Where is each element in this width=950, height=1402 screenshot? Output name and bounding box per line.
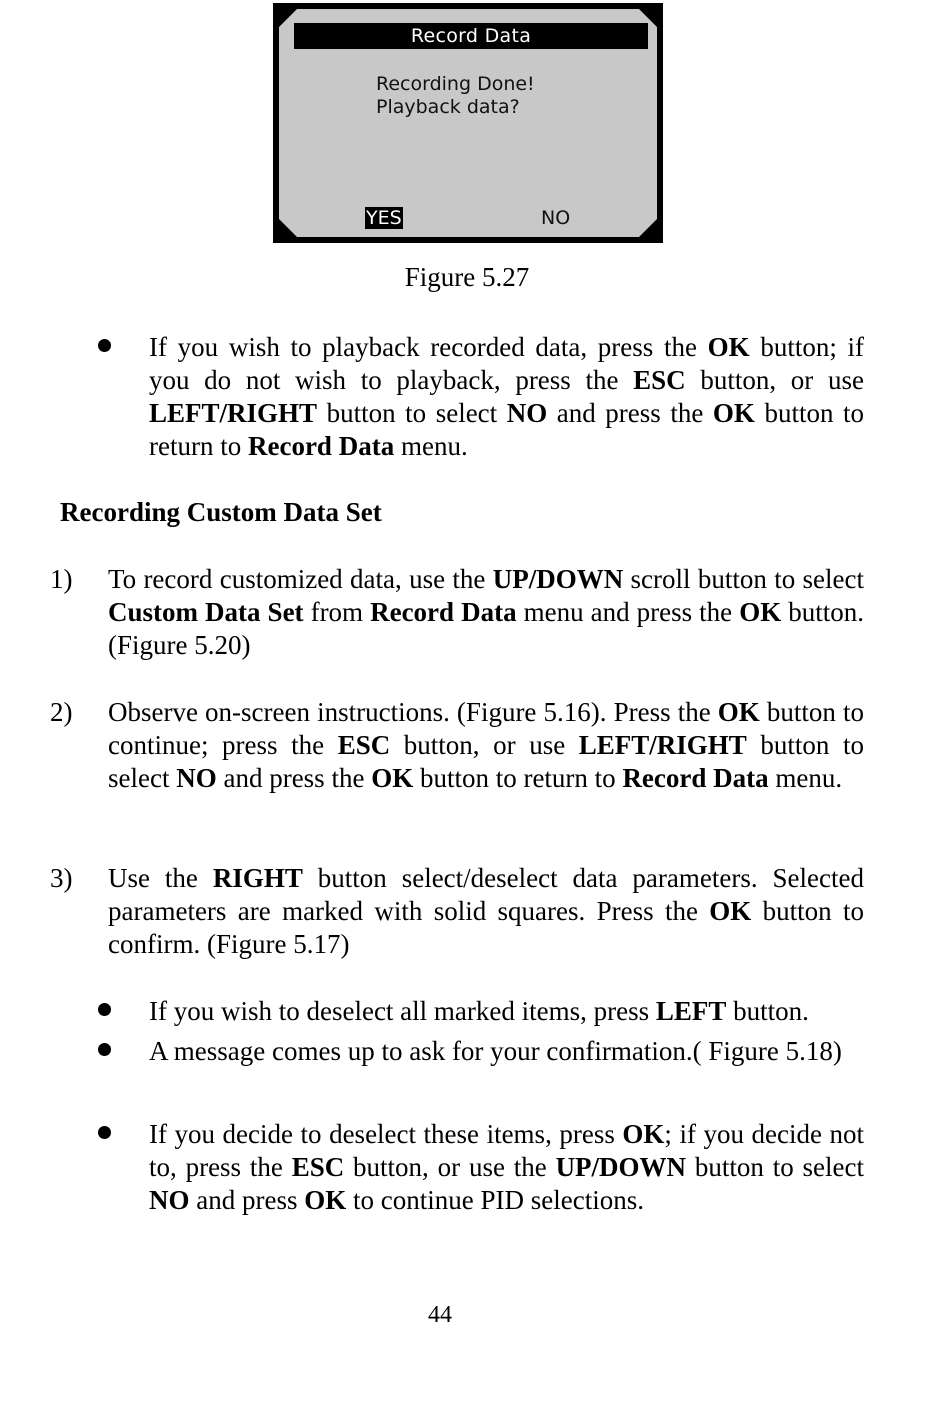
deselect-all-text: If you wish to deselect all marked items, press LEFT button.	[149, 996, 809, 1026]
step-2-text: Observe on-screen instructions. (Figure 5.16). Press the OK button to continue; press the ESC button, or use LEFT/RIGHT button to select NO and press the OK button to return to Record Data menu.	[108, 697, 864, 793]
bullet-dot	[98, 1003, 111, 1016]
page-number: 44	[428, 1302, 452, 1328]
screen-corner	[639, 219, 657, 237]
figure-caption: Figure 5.27	[404, 262, 530, 292]
playback-instruction: If you wish to playback recorded data, press the OK button; if you do not wish to playback, press the ESC button, or use LEFT/RIGHT button to select NO and press the OK button to return to Record Data menu.	[149, 332, 864, 461]
screen-title: Record Data	[294, 23, 648, 49]
bullet-dot	[98, 339, 111, 352]
message-line-1: Recording Done!	[376, 73, 535, 95]
no-option: NO	[541, 207, 571, 229]
bullet-dot	[98, 1126, 111, 1139]
device-screen-figure	[273, 3, 663, 243]
step-number: 1)	[50, 564, 73, 594]
screen-corner	[279, 219, 297, 237]
confirmation-message-text: A message comes up to ask for your confirmation.( Figure 5.18)	[149, 1036, 842, 1066]
step-3-text: Use the RIGHT button select/deselect data parameters. Selected parameters are marked with solid squares. Press the OK button to confirm. (Figure 5.17)	[108, 863, 864, 959]
step-number: 3)	[50, 863, 73, 893]
lcd-display	[279, 9, 657, 237]
bullet-dot	[98, 1043, 111, 1056]
deselect-decision-text: If you decide to deselect these items, press OK; if you decide not to, press the ESC button, or use the UP/DOWN button to select NO and press OK to continue PID selections.	[149, 1119, 864, 1215]
message-line-2: Playback data?	[376, 96, 520, 118]
step-1-text: To record customized data, use the UP/DOWN scroll button to select Custom Data Set from Record Data menu and press the OK button. (Figure 5.20)	[108, 564, 865, 660]
step-number: 2)	[50, 697, 73, 727]
screen-message	[376, 73, 535, 119]
yes-option: YES	[366, 207, 402, 229]
section-heading: Recording Custom Data Set	[60, 497, 382, 527]
